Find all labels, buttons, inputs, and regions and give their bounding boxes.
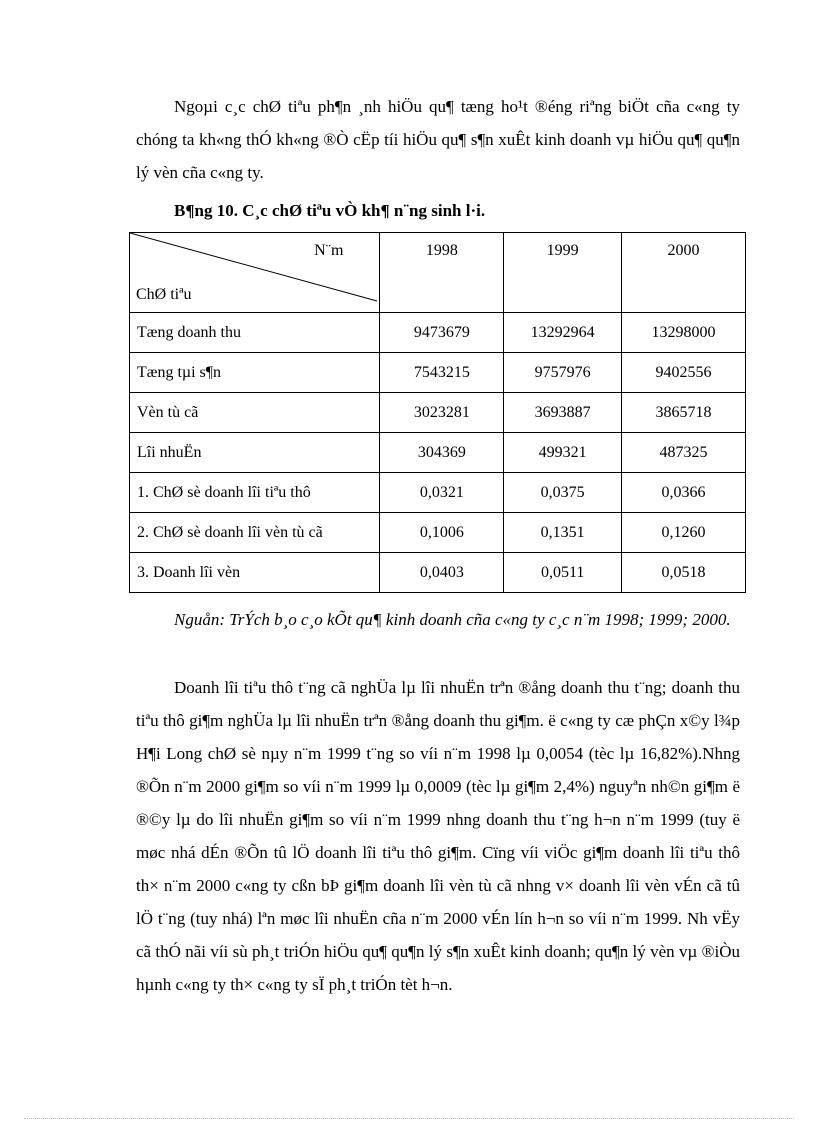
row-label: Tæng doanh thu: [130, 313, 380, 353]
table-cell: 499321: [504, 433, 622, 473]
year-header: 1998: [380, 233, 504, 313]
analysis-paragraph: Doanh lîi tiªu thô t¨ng cã nghÜa lµ lîi nhuËn trªn ®ång doanh thu t¨ng; doanh thu tiªu thô gi¶m nghÜa lµ lîi nhuËn trªn ®ång doanh thu gi¶m. ë c«ng ty cæ phÇn x©y l¾p H¶i Long chØ sè nµy n¨m 1999 t¨ng so víi n¨m 1998 lµ 0,0054 (tèc lµ 16,82%).Nhng ®Õn n¨m 2000 gi¶m so víi n¨m 1999 lµ 0,0009 (tèc lµ gi¶m 2,4%) nguyªn nh©n gi¶m ë ®©y lµ do lîi nhuËn gi¶m so víi n¨m 1999 nhng doanh thu t¨ng h¬n n¨m 1999 (tuy ë møc nhá dÉn ®Õn tû lÖ doanh lîi tiªu thô gi¶m. Cïng víi viÖc gi¶m doanh lîi tiªu thô th× n¨m 2000 c«ng ty cßn bÞ gi¶m doanh lîi vèn tù cã nhng v× doanh lîi vèn vÉn cã tû lÖ t¨ng (tuy nhá) lªn møc lîi nhuËn cña n¨m 2000 vÉn lín h¬n so víi n¨m 1999. Nh vËy cã thÓ nãi víi sù ph¸t triÓn hiÖu qu¶ qu¶n lý s¶n xuÊt kinh doanh; qu¶n lý vèn vµ ®iÒu hµnh c«ng ty th× c«ng ty sÏ ph¸t triÓn tèt h¬n.: [136, 678, 740, 994]
table-cell: 0,1260: [622, 513, 746, 553]
table-cell: 7543215: [380, 353, 504, 393]
profitability-table: [129, 232, 746, 593]
table-cell: 0,0321: [380, 473, 504, 513]
table-header-row: [130, 233, 746, 313]
row-label: Lîi nhuËn: [130, 433, 380, 473]
table-row: [130, 353, 746, 393]
year-header: 1999: [504, 233, 622, 313]
table-cell: 0,1006: [380, 513, 504, 553]
corner-label-year: N¨m: [314, 242, 344, 259]
table-cell: 0,0403: [380, 553, 504, 593]
row-label: 3. Doanh lîi vèn: [130, 553, 380, 593]
table-cell: 487325: [622, 433, 746, 473]
corner-header-cell: [130, 233, 380, 313]
table-row: [130, 433, 746, 473]
table-cell: 3023281: [380, 393, 504, 433]
page-bottom-divider: [24, 1118, 794, 1119]
table-row: [130, 553, 746, 593]
table-cell: 3693887: [504, 393, 622, 433]
row-label: 2. ChØ sè doanh lîi vèn tù cã: [130, 513, 380, 553]
table-cell: 0,0518: [622, 553, 746, 593]
table-cell: 304369: [380, 433, 504, 473]
row-label: Tæng tµi s¶n: [130, 353, 380, 393]
row-label: 1. ChØ sè doanh lîi tiªu thô: [130, 473, 380, 513]
year-header: 2000: [622, 233, 746, 313]
intro-paragraph: Ngoµi c¸c chØ tiªu ph¶n ¸nh hiÖu qu¶ tæng ho¹t ®éng riªng biÖt cña c«ng ty chóng ta kh«ng thÓ kh«ng ®Ò cËp tíi hiÖu qu¶ s¶n xuÊt kinh doanh vµ hiÖu qu¶ qu¶n lý vèn cña c«ng ty.: [136, 97, 740, 182]
table-cell: 9473679: [380, 313, 504, 353]
table-cell: 9757976: [504, 353, 622, 393]
table-cell: 0,0511: [504, 553, 622, 593]
table-cell: 13292964: [504, 313, 622, 353]
corner-label-indicator: ChØ tiªu: [136, 286, 192, 303]
table-cell: 9402556: [622, 353, 746, 393]
table-cell: 3865718: [622, 393, 746, 433]
row-label: Vèn tù cã: [130, 393, 380, 433]
source-note: Nguån: TrÝch b¸o c¸o kÕt qu¶ kinh doanh cña c«ng ty c¸c n¨m 1998; 1999; 2000.: [174, 610, 731, 629]
table-cell: 13298000: [622, 313, 746, 353]
table-row: [130, 393, 746, 433]
table-cell: 0,0375: [504, 473, 622, 513]
table-caption: B¶ng 10. C¸c chØ tiªu vÒ kh¶ n¨ng sinh l·i.: [174, 201, 486, 220]
table-row: [130, 313, 746, 353]
table-row: [130, 513, 746, 553]
table-cell: 0,1351: [504, 513, 622, 553]
table-row: [130, 473, 746, 513]
table-cell: 0,0366: [622, 473, 746, 513]
